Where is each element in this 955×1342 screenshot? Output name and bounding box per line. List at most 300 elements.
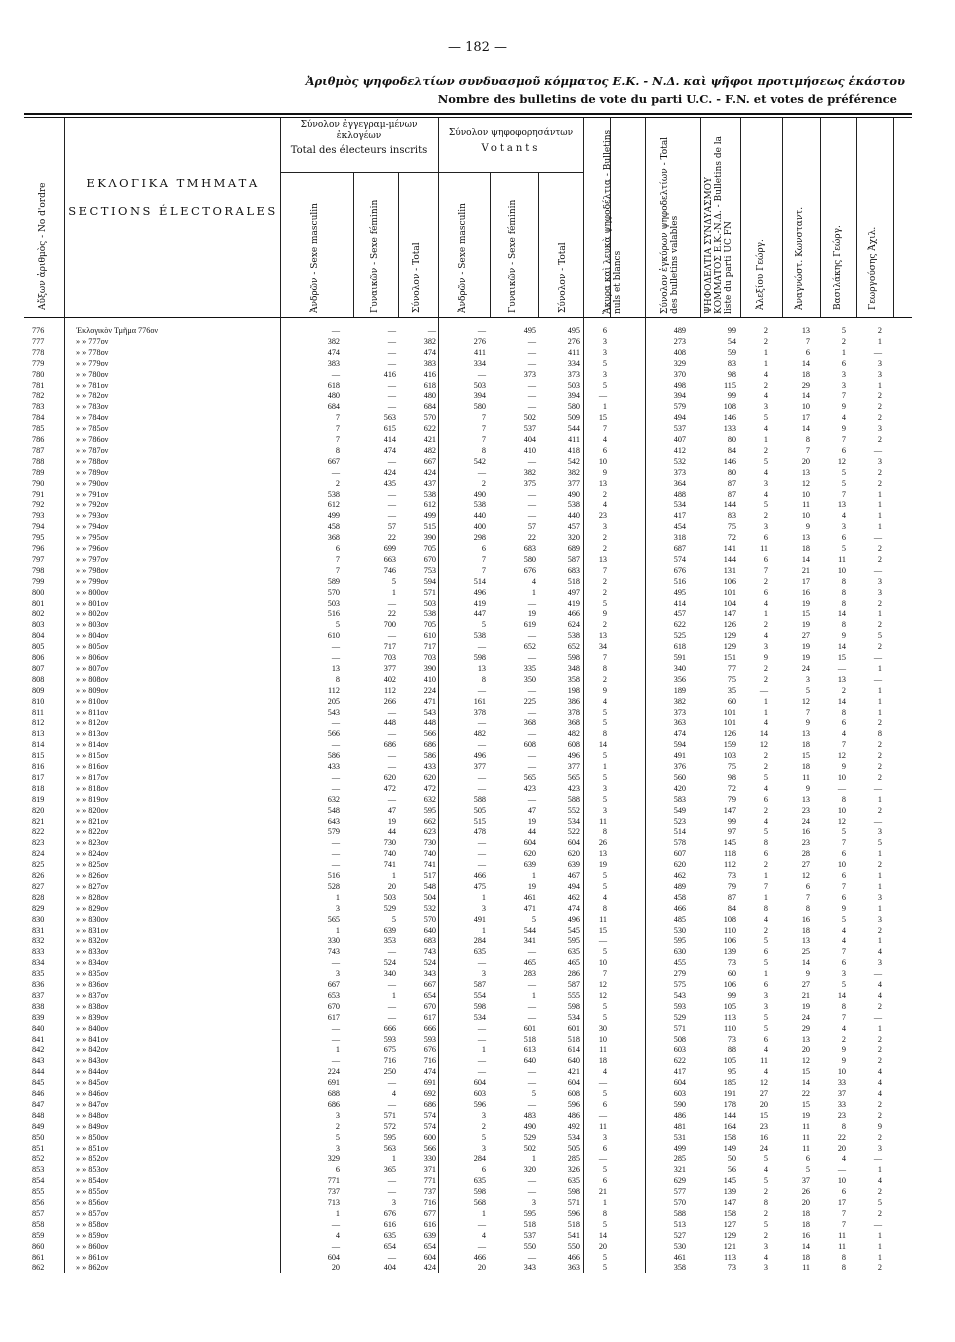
cell-value: 640	[423, 925, 436, 935]
cell-value: 373	[567, 369, 580, 379]
cell-value: 12	[837, 751, 846, 761]
cell-value: 3	[805, 674, 810, 684]
cell-value: 189	[673, 685, 686, 695]
cell-value: 575	[673, 980, 686, 989]
cell-value: 691	[327, 1078, 340, 1088]
cell-value: 461	[523, 892, 536, 902]
cell-value: 454	[673, 522, 686, 532]
cell-value: 604	[567, 1078, 580, 1088]
cell-value: 466	[567, 1252, 580, 1262]
cell-value: —	[477, 685, 486, 695]
cell-value: 544	[523, 925, 536, 935]
table-row	[0, 642, 955, 652]
cell-value: 683	[423, 936, 436, 946]
cell-value: 13	[801, 467, 810, 477]
cell-value: 276	[473, 336, 486, 346]
cell-value: 375	[523, 478, 536, 488]
cell-value: 88	[727, 1045, 736, 1055]
cell-value: 8	[335, 445, 340, 455]
cell-value: 490	[473, 489, 486, 499]
cell-value: 23	[801, 838, 810, 848]
cell-value: 365	[383, 1165, 396, 1175]
header-voters-french: Votants	[481, 143, 541, 154]
cell-value: 35	[727, 685, 736, 695]
cell-value: —	[873, 653, 882, 662]
row-number: 831	[32, 925, 45, 935]
section-name: Ἐκλογικὸν Τμῆμα 776ον	[76, 326, 159, 335]
cell-value: —	[527, 707, 536, 717]
cell-value: 4	[877, 1067, 882, 1077]
cell-value: 9	[602, 467, 607, 477]
cell-value: 383	[327, 358, 340, 368]
cell-value: 12	[759, 740, 768, 750]
header-registered-greek: Σύνολον ἐγγεγραμ-μένων ἐκλογέων	[300, 120, 418, 141]
row-number: 802	[32, 609, 45, 619]
cell-value: 570	[423, 914, 436, 924]
cell-value: 5	[805, 685, 810, 695]
cell-value: 6	[841, 533, 846, 543]
cell-value: 3	[391, 1198, 396, 1207]
cell-value: 21	[801, 990, 810, 1000]
cell-value: —	[331, 1219, 340, 1229]
cell-value: —	[527, 794, 536, 804]
cell-value: 146	[723, 413, 736, 423]
cell-value: 377	[567, 762, 580, 771]
cell-value: 8	[763, 838, 768, 848]
cell-value: 1	[335, 1208, 340, 1218]
cell-value: 478	[473, 827, 486, 837]
cell-value: 5	[763, 772, 768, 782]
cell-value: 9	[805, 969, 810, 979]
cell-value: 8	[602, 903, 607, 913]
cell-value: —	[873, 1219, 882, 1229]
cell-value: 670	[327, 1001, 340, 1011]
cell-value: 480	[423, 391, 436, 401]
cell-value: 423	[567, 783, 580, 793]
cell-value: 12	[837, 456, 846, 466]
header-voters	[442, 128, 580, 154]
cell-value: 1	[335, 1045, 340, 1055]
cell-value: 514	[673, 827, 686, 837]
section-name: » » 799ον	[76, 576, 109, 586]
cell-value: 44	[527, 827, 536, 837]
row-number: 851	[32, 1143, 45, 1153]
cell-value: 598	[567, 653, 580, 662]
cell-value: 5	[763, 1023, 768, 1033]
cell-value: 472	[423, 783, 436, 793]
cell-value: 635	[567, 947, 580, 957]
cell-value: 595	[673, 936, 686, 946]
cell-value: —	[387, 511, 396, 521]
cell-value: 586	[423, 751, 436, 761]
cell-value: 499	[423, 511, 436, 521]
cell-value: 474	[327, 347, 340, 357]
cell-value: 3	[763, 402, 768, 412]
cell-value: 2	[763, 326, 768, 335]
cell-value: 185	[723, 1078, 736, 1088]
cell-value: 326	[567, 1165, 580, 1175]
cell-value: 47	[527, 805, 536, 815]
cell-value: 7	[841, 489, 846, 499]
table-row	[0, 446, 955, 456]
table-row	[0, 599, 955, 609]
cell-value: —	[598, 1154, 607, 1164]
row-number: 862	[32, 1263, 45, 1273]
cell-value: —	[477, 958, 486, 968]
cell-value: 4	[335, 1230, 340, 1240]
cell-value: 5	[391, 914, 396, 924]
header-vot-male: Ἀνδρῶν - Sexe masculin	[458, 203, 468, 313]
table-row	[0, 1078, 955, 1088]
cell-value: —	[873, 533, 882, 543]
cell-value: —	[477, 1034, 486, 1044]
cell-value: 4	[877, 980, 882, 989]
cell-value: 8	[481, 445, 486, 455]
section-name: » » 852ον	[76, 1154, 109, 1164]
table-row	[0, 718, 955, 728]
cell-value: —	[873, 445, 882, 455]
cell-value: 3	[877, 587, 882, 597]
cell-value: 598	[567, 1001, 580, 1011]
cell-value: 5	[602, 598, 607, 608]
cell-value: 27	[801, 631, 810, 641]
section-name: » » 827ον	[76, 881, 109, 891]
cell-value: 1	[763, 358, 768, 368]
cell-value: 23	[801, 805, 810, 815]
cell-value: 5	[763, 456, 768, 466]
cell-value: 2	[877, 435, 882, 444]
cell-value: 601	[567, 1023, 580, 1033]
cell-value: 4	[841, 936, 846, 946]
cell-value: 1	[763, 707, 768, 717]
cell-value: 670	[423, 1001, 436, 1011]
cell-value: 5	[602, 751, 607, 761]
cell-value: 5	[531, 1089, 536, 1098]
cell-value: 4	[841, 1154, 846, 1164]
cell-value: 654	[423, 990, 436, 1000]
cell-value: 3	[335, 903, 340, 913]
cell-value: 75	[727, 762, 736, 771]
cell-value: 505	[567, 1143, 580, 1153]
cell-value: 598	[567, 1187, 580, 1197]
cell-value: 6	[763, 533, 768, 543]
cell-value: —	[387, 1176, 396, 1186]
cell-value: 598	[473, 1001, 486, 1011]
cell-value: 543	[673, 990, 686, 1000]
header-vot-total: Σύνολον - Total	[558, 242, 568, 313]
cell-value: 543	[423, 707, 436, 717]
cell-value: 11	[599, 1121, 607, 1131]
cell-value: 17	[801, 413, 810, 423]
cell-value: 2	[763, 1208, 768, 1218]
table-row	[0, 577, 955, 587]
cell-value: 624	[567, 620, 580, 630]
cell-value: 320	[567, 533, 580, 543]
cell-value: 474	[383, 445, 396, 455]
cell-value: 2	[335, 1121, 340, 1131]
cell-value: 503	[327, 598, 340, 608]
cell-value: 12	[801, 1056, 810, 1066]
cell-value: 1	[877, 522, 882, 532]
cell-value: 5	[763, 827, 768, 837]
cell-value: 14	[837, 696, 846, 706]
row-number: 821	[32, 816, 45, 826]
table-row	[0, 806, 955, 816]
cell-value: 703	[423, 653, 436, 662]
header-no: Αὔξων ἀριθμὸς - No d'ordre	[38, 182, 48, 310]
cell-value: —	[331, 718, 340, 728]
cell-value: 700	[383, 620, 396, 630]
cell-value: 95	[727, 1067, 736, 1077]
top-rule	[24, 113, 912, 115]
cell-value: 1	[877, 685, 882, 695]
cell-value: 329	[673, 358, 686, 368]
cell-value: 15	[837, 653, 846, 662]
cell-value: 632	[423, 794, 436, 804]
cell-value: 3	[602, 336, 607, 346]
cell-value: 741	[423, 860, 436, 870]
cell-value: 12	[759, 1078, 768, 1088]
cell-value: 3	[877, 827, 882, 837]
cell-value: 13	[801, 533, 810, 543]
cell-value: 10	[801, 402, 810, 412]
cell-value: 25	[801, 947, 810, 957]
cell-value: —	[331, 740, 340, 750]
cell-value: 571	[423, 587, 436, 597]
cell-value: 5	[877, 631, 882, 641]
row-number: 780	[32, 369, 45, 379]
cell-value: —	[387, 947, 396, 957]
cell-value: 7	[805, 892, 810, 902]
cell-value: 518	[523, 1219, 536, 1229]
cell-value: —	[873, 783, 882, 793]
cell-value: 9	[841, 424, 846, 434]
cell-value: 1	[531, 871, 536, 880]
cell-value: 16	[801, 827, 810, 837]
cell-value: 112	[328, 685, 340, 695]
cell-value: 615	[383, 424, 396, 434]
row-number: 815	[32, 751, 45, 761]
cell-value: 131	[723, 565, 736, 575]
cell-value: 2	[763, 674, 768, 684]
cell-value: 376	[673, 762, 686, 771]
cell-value: 5	[602, 772, 607, 782]
cell-value: 654	[423, 1241, 436, 1251]
cell-value: 1	[763, 347, 768, 357]
cell-value: 9	[841, 903, 846, 913]
cell-value: 5	[763, 936, 768, 946]
table-row	[0, 370, 955, 380]
cell-value: 23	[598, 511, 607, 521]
cell-value: —	[527, 402, 536, 412]
cell-value: 2	[763, 805, 768, 815]
cell-value: 2	[877, 1263, 882, 1273]
cell-value: 394	[673, 391, 686, 401]
cell-value: 440	[567, 511, 580, 521]
cell-value: 596	[473, 1099, 486, 1109]
cell-value: 79	[727, 881, 736, 891]
cell-value: 129	[723, 631, 736, 641]
section-name: » » 784ον	[76, 413, 109, 423]
cell-value: 7	[602, 565, 607, 575]
cell-value: 224	[327, 1067, 340, 1077]
cell-value: 5	[335, 620, 340, 630]
cell-value: 2	[877, 642, 882, 652]
cell-value: 418	[567, 445, 580, 455]
cell-value: 164	[723, 1121, 736, 1131]
cell-value: 56	[727, 1165, 736, 1175]
cell-value: 491	[473, 914, 486, 924]
cell-value: 15	[801, 609, 810, 619]
cell-value: —	[331, 1056, 340, 1066]
cell-value: —	[527, 380, 536, 390]
table-row	[0, 686, 955, 696]
row-number: 823	[32, 838, 45, 848]
cell-value: 620	[523, 849, 536, 859]
cell-value: 1	[391, 990, 396, 1000]
cell-value: 498	[673, 380, 686, 390]
row-number: 785	[32, 424, 45, 434]
cell-value: 9	[602, 685, 607, 695]
cell-value: 5	[602, 380, 607, 390]
cell-value: 753	[423, 565, 436, 575]
header-reg-female: Γυναικῶν - Sexe féminin	[370, 199, 380, 313]
header-valid: Σύνολον ἐγκύρων ψηφοδελτίων - Total des bulletins valables	[660, 136, 680, 314]
cell-value: 13	[837, 500, 846, 510]
cell-value: 1	[763, 435, 768, 444]
cell-value: 363	[567, 1263, 580, 1273]
cell-value: 343	[423, 969, 436, 979]
cell-value: —	[477, 642, 486, 652]
cell-value: 2	[763, 751, 768, 761]
cell-value: 3	[481, 969, 486, 979]
cell-value: 594	[673, 740, 686, 750]
cell-value: —	[527, 336, 536, 346]
cell-value: 652	[567, 642, 580, 652]
cell-value: 613	[523, 1045, 536, 1055]
cell-value: 2	[877, 805, 882, 815]
cell-value: 99	[727, 326, 736, 335]
cell-value: —	[873, 969, 882, 979]
cell-value: 653	[327, 990, 340, 1000]
cell-value: 320	[523, 1165, 536, 1175]
cell-value: 57	[527, 522, 536, 532]
cell-value: 60	[727, 969, 736, 979]
cell-value: 524	[423, 958, 436, 968]
cell-value: 2	[763, 380, 768, 390]
cell-value: 1	[877, 609, 882, 619]
cell-value: 14	[801, 424, 810, 434]
cell-value: 554	[473, 990, 486, 1000]
cell-value: 580	[567, 402, 580, 412]
row-number: 852	[32, 1154, 45, 1164]
cell-value: 588	[567, 794, 580, 804]
table-row	[0, 533, 955, 543]
table-row	[0, 904, 955, 914]
cell-value: —	[387, 631, 396, 641]
section-name: » » 862ον	[76, 1263, 109, 1273]
cell-value: 684	[423, 402, 436, 412]
cell-value: 22	[801, 1089, 810, 1098]
cell-value: 110	[724, 1023, 736, 1033]
cell-value: 548	[327, 805, 340, 815]
section-name: » » 812ον	[76, 718, 109, 728]
table-row	[0, 1013, 955, 1023]
row-number: 805	[32, 642, 45, 652]
cell-value: 424	[423, 467, 436, 477]
cell-value: 6	[335, 1165, 340, 1175]
cell-value: 604	[327, 1252, 340, 1262]
cell-value: 97	[727, 827, 736, 837]
cell-value: 3	[763, 1241, 768, 1251]
cell-value: 740	[423, 849, 436, 859]
cell-value: 129	[723, 1230, 736, 1240]
cell-value: 3	[841, 522, 846, 532]
cell-value: 538	[567, 631, 580, 641]
row-number: 838	[32, 1001, 45, 1011]
cell-value: 2	[602, 533, 607, 543]
row-number: 850	[32, 1132, 45, 1142]
cell-value: 771	[423, 1176, 436, 1186]
cell-value: 419	[473, 598, 486, 608]
cell-value: 348	[567, 663, 580, 673]
cell-value: 5	[602, 871, 607, 880]
cell-value: 5	[877, 1198, 882, 1207]
cell-value: 3	[531, 1198, 536, 1207]
cell-value: 771	[327, 1176, 340, 1186]
cell-value: 19	[527, 881, 536, 891]
cell-value: 676	[523, 565, 536, 575]
cell-value: 7	[335, 565, 340, 575]
table-row	[0, 424, 955, 434]
cell-value: 5	[841, 914, 846, 924]
table-row	[0, 381, 955, 391]
cell-value: 737	[423, 1187, 436, 1197]
cell-value: 2	[763, 620, 768, 630]
cell-value: 29	[801, 380, 810, 390]
cell-value: 364	[673, 478, 686, 488]
cell-value: 87	[727, 478, 736, 488]
cell-value: —	[331, 653, 340, 662]
cell-value: —	[387, 751, 396, 761]
cell-value: 6	[763, 849, 768, 859]
cell-value: 83	[727, 358, 736, 368]
cell-value: 483	[523, 1110, 536, 1120]
cell-value: —	[427, 326, 436, 335]
cell-value: 3	[602, 783, 607, 793]
cell-value: 5	[602, 794, 607, 804]
cell-value: 15	[598, 925, 607, 935]
section-name: » » 802ον	[76, 609, 109, 619]
cell-value: 705	[423, 544, 436, 553]
cell-value: 3	[763, 990, 768, 1000]
cell-value: 17	[837, 1198, 846, 1207]
cell-value: 1	[531, 587, 536, 597]
cell-value: 3	[602, 805, 607, 815]
cell-value: 284	[473, 936, 486, 946]
cell-value: —	[477, 467, 486, 477]
cell-value: —	[477, 1067, 486, 1077]
cell-value: 635	[383, 1230, 396, 1240]
cell-value: 579	[673, 402, 686, 412]
cell-value: —	[527, 391, 536, 401]
cell-value: 3	[877, 358, 882, 368]
cell-value: 587	[473, 980, 486, 989]
cell-value: 2	[877, 467, 882, 477]
cell-value: 368	[567, 718, 580, 728]
cell-value: 7	[335, 435, 340, 444]
cell-value: 8	[841, 587, 846, 597]
